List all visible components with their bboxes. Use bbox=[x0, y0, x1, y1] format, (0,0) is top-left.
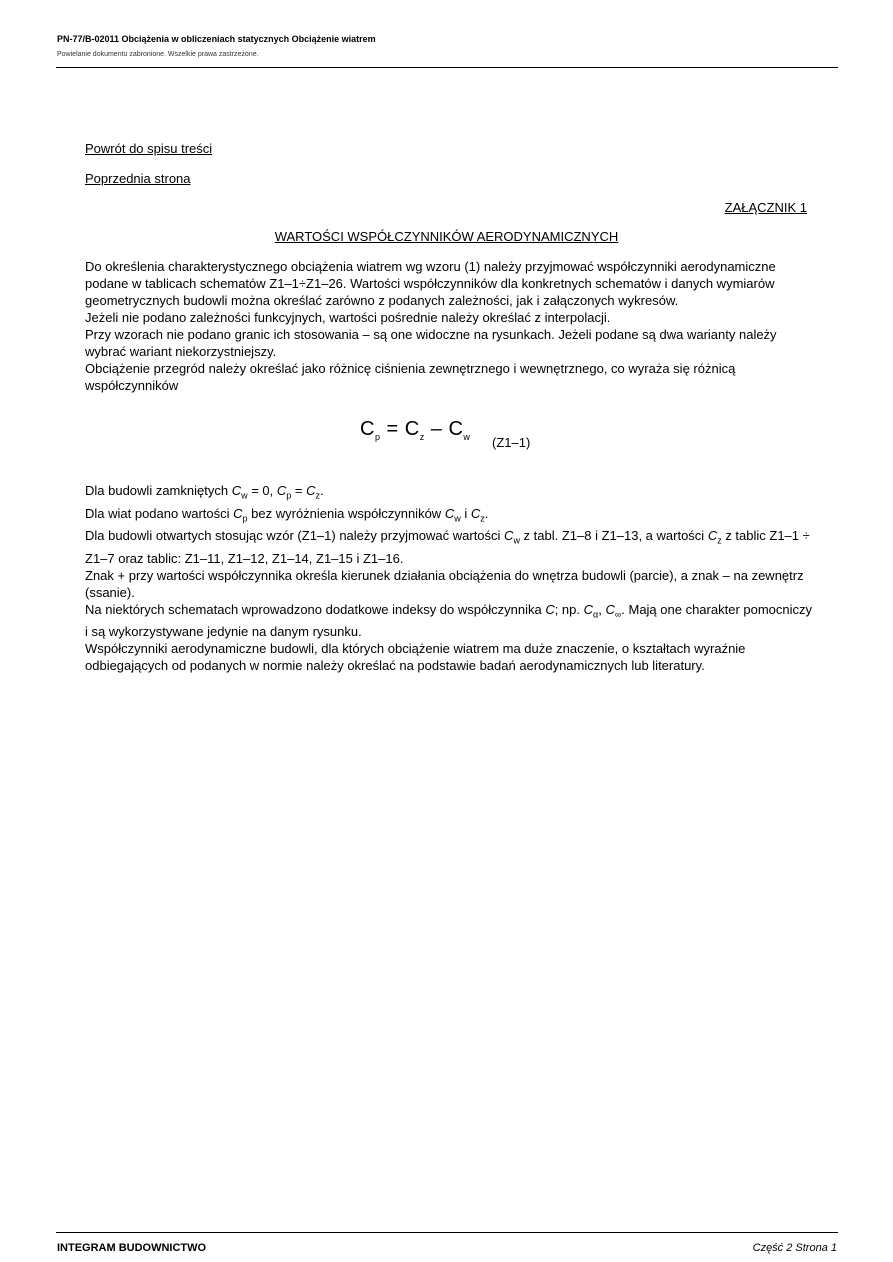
annex-label: ZAŁĄCZNIK 1 bbox=[724, 200, 807, 215]
formula-z1-1: $C_p = C_z - C_w$ bbox=[360, 418, 471, 442]
header-divider bbox=[56, 67, 838, 68]
additional-indices-paragraph: Na niektórych schematach wprowadzono dodatkowe indeksy do współczynnika C; np. $C_\alpha$, $C_\infty$. Mają one charakter pomocniczy i są wykorzystywane jedynie na danym rysunku. bbox=[85, 601, 813, 640]
sign-convention-paragraph: Znak + przy wartości współczynnika określa kierunek działania obciążenia do wnętrza budowli (parcie), a znak – na zewnętrz (ssanie). bbox=[85, 567, 804, 600]
page-title: WARTOŚCI WSPÓŁCZYNNIKÓW AERODYNAMICZNYCH bbox=[274, 229, 619, 244]
footer-publisher: INTEGRAM BUDOWNICTWO bbox=[57, 1242, 207, 1254]
previous-page-link[interactable]: Poprzednia strona bbox=[85, 171, 191, 186]
intro-section bbox=[85, 258, 815, 394]
body-section bbox=[85, 482, 815, 674]
back-to-toc-link[interactable]: Powrót do spisu treści bbox=[85, 141, 213, 156]
canopies-line: Dla wiat podano wartości $C_p$ bez wyróżnienia współczynników $C_w$ i $C_z$. bbox=[85, 505, 489, 524]
formula-label: (Z1–1) bbox=[492, 435, 531, 450]
special-shapes-paragraph: Współczynniki aerodynamiczne budowli, dla których obciążenie wiatrem ma duże znaczenie, o kształtach wyraźnie odbiegających od podanych w normie należy określać na podstawie badań aerodynamicznych lub literatury. bbox=[85, 641, 746, 674]
copyright-notice: Powielanie dokumentu zabronione. Wszelkie prawa zastrzeżone. bbox=[57, 51, 259, 58]
footer-divider bbox=[56, 1232, 838, 1233]
intro-paragraph-4: Obciążenie przegród należy określać jako różnicę ciśnienia zewnętrznego i wewnętrznego, co wyraża się różnicą współczynników bbox=[85, 361, 736, 393]
closed-buildings-line: Dla budowli zamkniętych $C_w = 0$, $C_p = C_z$. bbox=[85, 483, 324, 501]
intro-paragraph-3: Przy wzorach nie podano granic ich stosowania – są one widoczne na rysunkach. Jeżeli podane są dwa warianty należy wybrać wariant niekorzystniejszy. bbox=[85, 327, 777, 359]
document-header-title: PN-77/B-02011 Obciążenia w obliczeniach statycznych Obciążenie wiatrem bbox=[57, 34, 376, 44]
open-buildings-paragraph: Dla budowli otwartych stosując wzór (Z1–1) należy przyjmować wartości $C_w$ z tabl. Z1–8 i Z1–13, a wartości $C_z$ z tablic Z1–1 ÷ Z1–7 oraz tablic: Z1–11, Z1–12, Z1–14, Z1–15 i Z1–16. bbox=[85, 528, 810, 566]
intro-paragraph-1: Do określenia charakterystycznego obciążenia wiatrem wg wzoru (1) należy przyjmować współczynniki aerodynamiczne podane w tablicach schematów Z1–1÷Z1–26. Wartości współczynników dla konkretnych schematów i danych wymiarów geometrycznych budowli można określać zarówno z podanych zależności, jak i załączonych wykresów. bbox=[85, 259, 776, 308]
intro-paragraph-2: Jeżeli nie podano zależności funkcyjnych, wartości pośrednie należy określać z interpolacji. bbox=[85, 310, 611, 325]
footer-page-info: Część 2 Strona 1 bbox=[752, 1242, 837, 1254]
